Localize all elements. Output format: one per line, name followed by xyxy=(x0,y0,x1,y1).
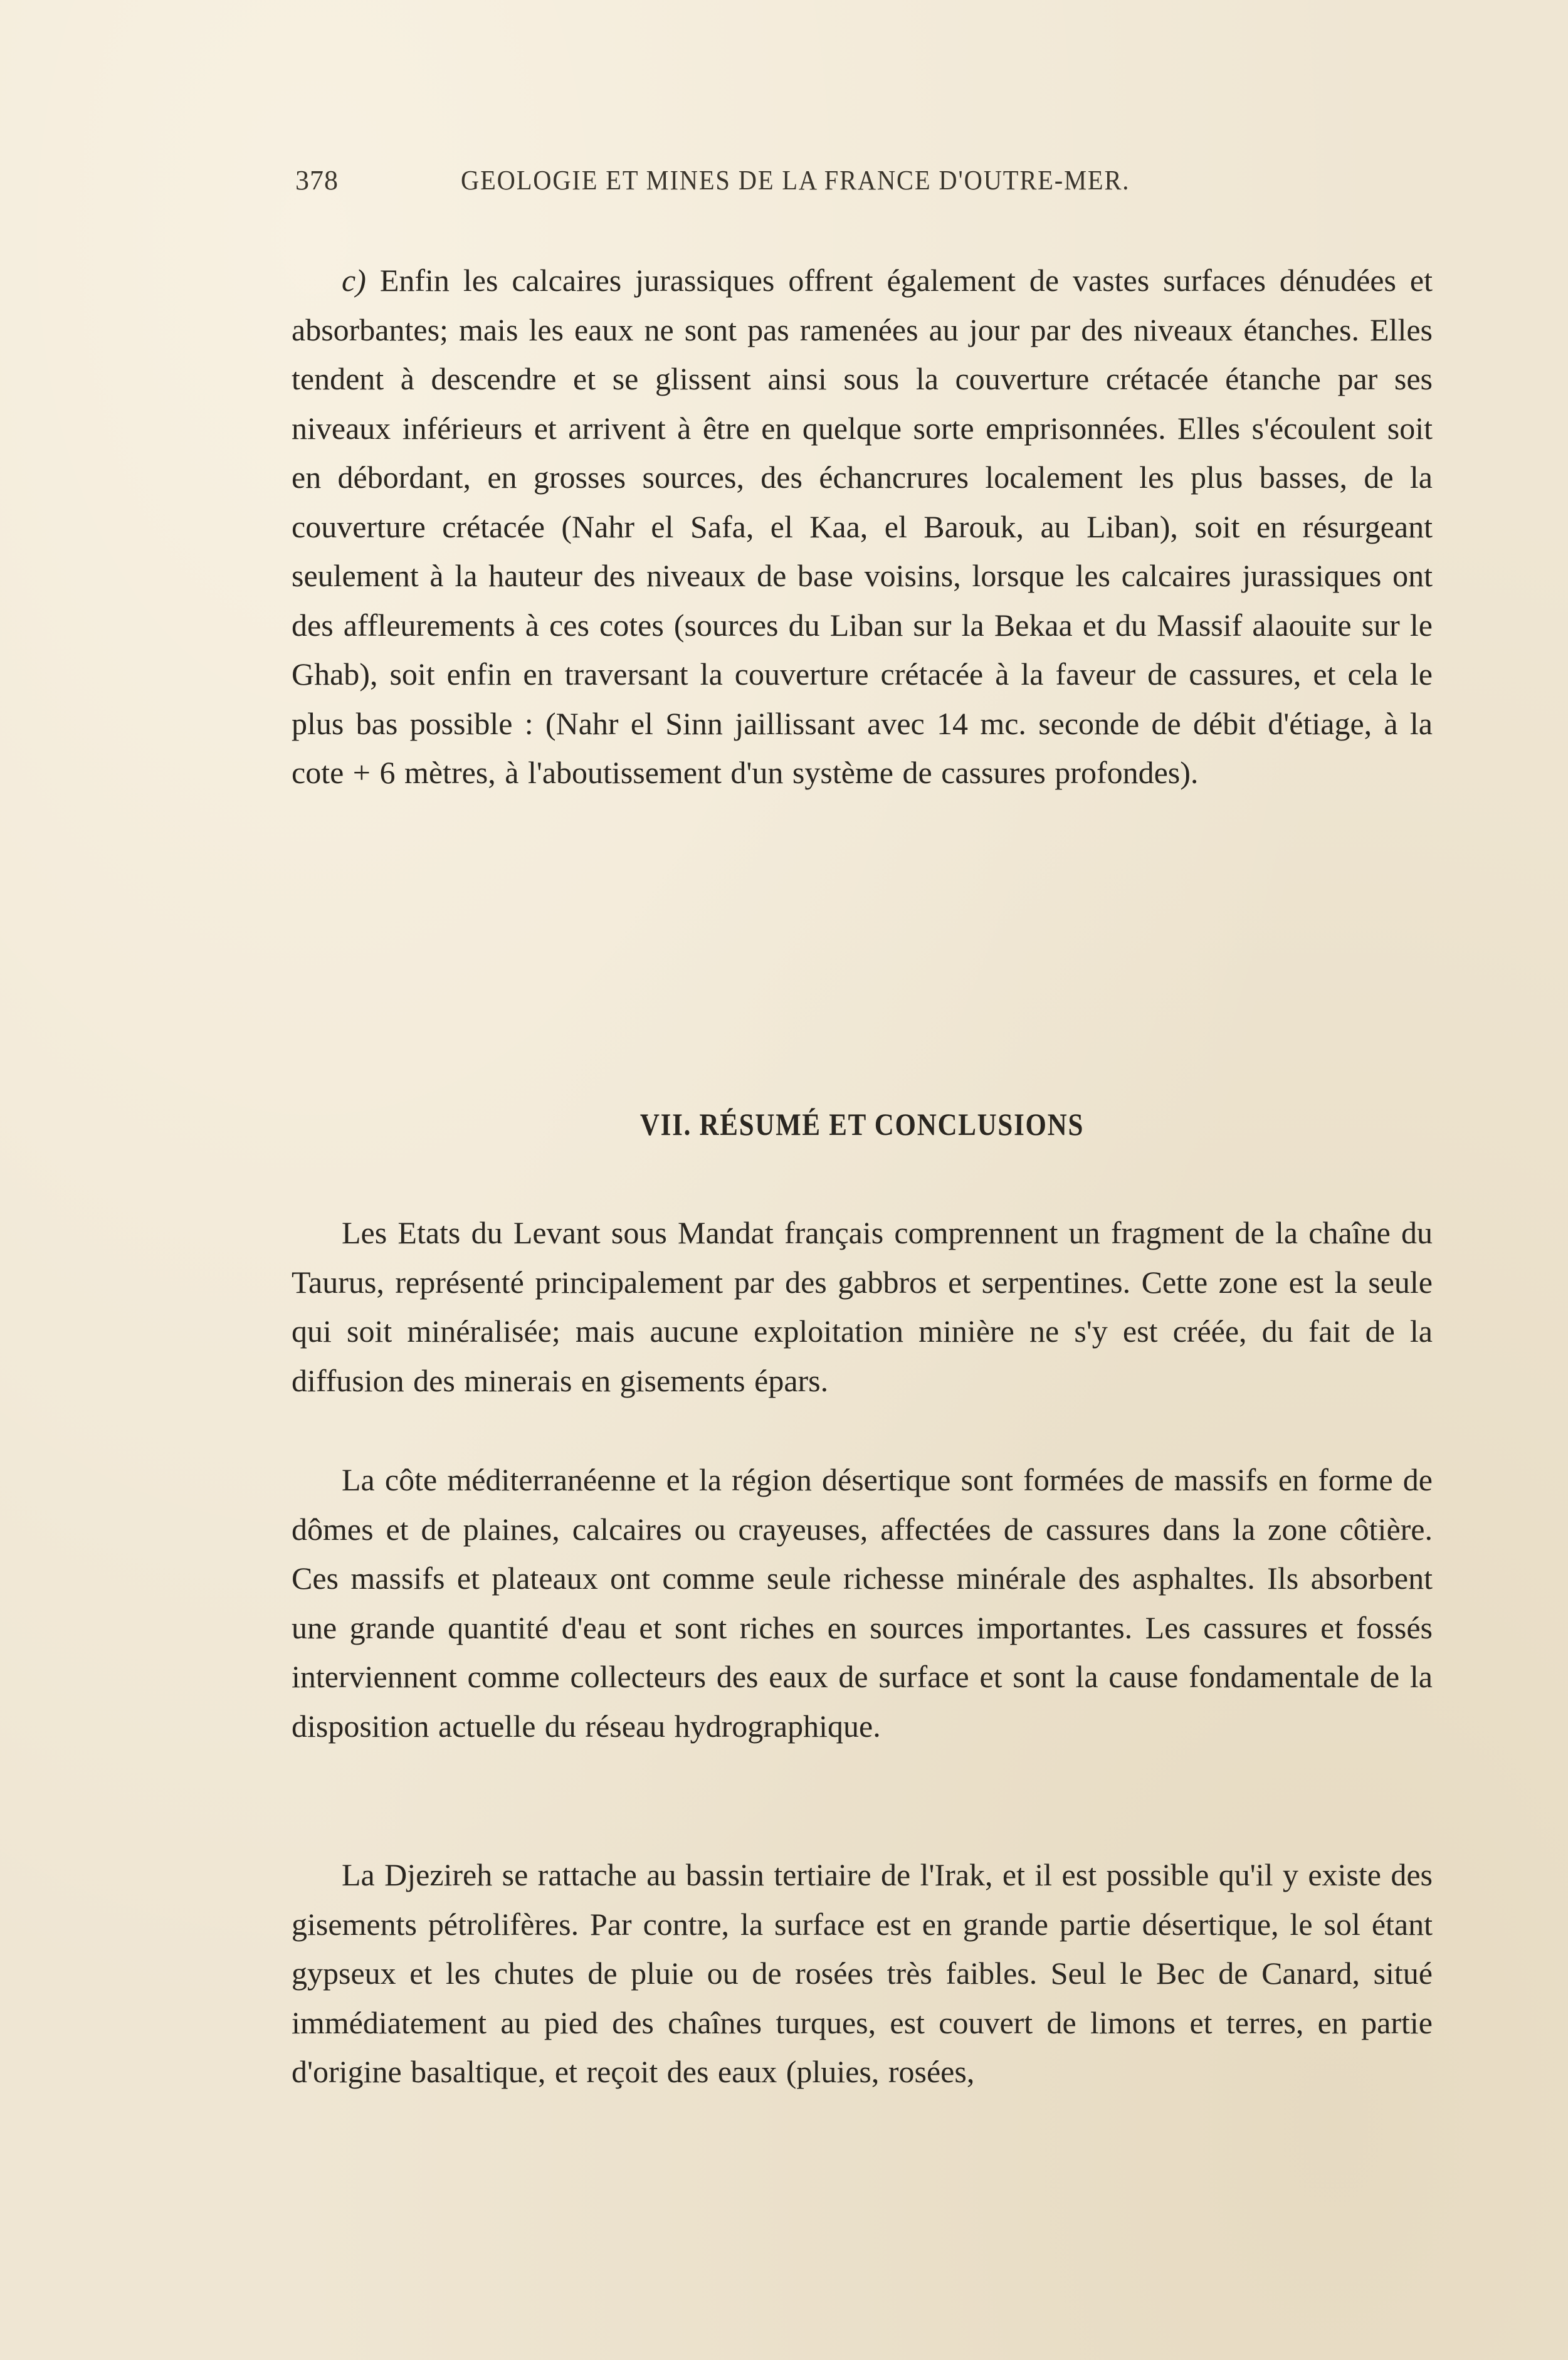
paragraph-djezireh xyxy=(292,1850,1433,2097)
paragraph-section-c xyxy=(292,256,1433,798)
paragraph-levant-states xyxy=(292,1208,1433,1405)
page-number: 378 xyxy=(295,165,339,196)
paragraph-mediterranean-coast xyxy=(292,1455,1433,1751)
paragraph-text: La Djezireh se rattache au bassin tertiaire de l'Irak, et il est possible qu'il y existe des gisements pétrolifères. Par contre, la surface est en grande partie désertique, le sol étant gypseux et les chutes de pluie ou de rosées très faibles. Seul le Bec de Canard, situé immédiatement au pied des chaînes turques, est couvert de limons et terres, en partie d'origine basaltique, et reçoit des eaux (pluies, rosées, xyxy=(292,1857,1433,2089)
list-label: c) xyxy=(342,263,366,298)
running-title: GEOLOGIE ET MINES DE LA FRANCE D'OUTRE-MER. xyxy=(461,165,1130,196)
running-head xyxy=(292,164,1433,202)
paragraph-text: Les Etats du Levant sous Mandat français comprennent un fragment de la chaîne du Taurus, représenté principalement par des gabbros et serpentines. Cette zone est la seule qui soit minéralisée; mais aucune exploitation minière ne s'y est créée, du fait de la diffusion des minerais en gisements épars. xyxy=(292,1215,1433,1398)
paragraph-text: Enfin les calcaires jurassiques offrent également de vastes surfaces dénudées et absorbantes; mais les eaux ne sont pas ramenées au jour par des niveaux étanches. Elles tendent à descendre et se glissent ainsi sous la couverture crétacée étanche par ses niveaux inférieurs et arrivent à être en quelque sorte emprisonnées. Elles s'écoulent soit en débordant, en grosses sources, des échancrures localement les plus basses, de la couverture crétacée (Nahr el Safa, el Kaa, el Barouk, au Liban), soit en résurgeant seulement à la hauteur des niveaux de base voisins, lorsque les calcaires jurassiques ont des affleurements à ces cotes (sources du Liban sur la Bekaa et du Massif alaouite sur le Ghab), soit enfin en traversant la couverture crétacée à la faveur de cassures, et cela le plus bas possible : (Nahr el Sinn jaillissant avec 14 mc. seconde de débit d'étiage, à la cote + 6 mètres, à l'aboutissement d'un système de cassures profondes). xyxy=(292,263,1433,790)
section-heading: VII. RÉSUMÉ ET CONCLUSIONS xyxy=(639,1106,1085,1142)
paragraph-text: La côte méditerranéenne et la région désertique sont formées de massifs en forme de dômes et de plaines, calcaires ou crayeuses, affectées de cassures dans la zone côtière. Ces massifs et plateaux ont comme seule richesse minérale des asphaltes. Ils absorbent une grande quantité d'eau et sont riches en sources importantes. Les cassures et fossés interviennent comme collecteurs des eaux de surface et sont la cause fondamentale de la disposition actuelle du réseau hydrographique. xyxy=(292,1462,1433,1744)
